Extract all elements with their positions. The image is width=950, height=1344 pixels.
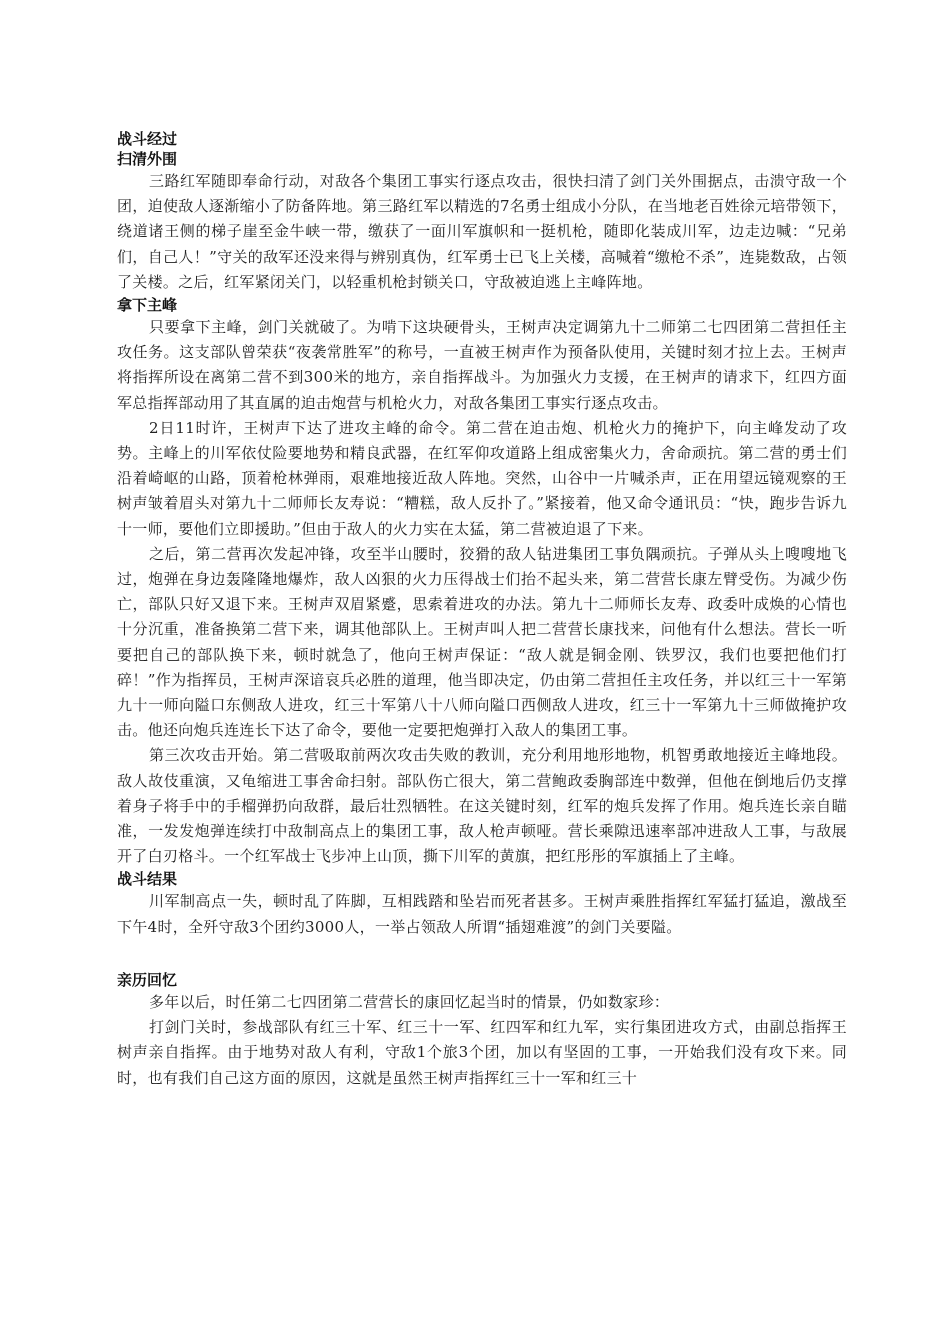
heading-battle-result: 战斗结果 xyxy=(117,870,178,889)
paragraph: 之后，第二营再次发起冲锋，攻至半山腰时，狡猾的敌人钻进集团工事负隅顽抗。子弹从头上嗖嗖地飞过，炮弹在身边轰隆隆地爆炸，敌人凶狠的火力压得战士们抬不起头来，第二营营长康左臂受伤。为减少伤亡，部队只好又退下来。王树声双眉紧蹙，思索着进攻的办法。第九十二师师长友寿、政委叶成焕的心情也十分沉重，准备换第二营下来，调其他部队上。王树声叫人把二营营长康找来，问他有什么想法。营长一听要把自己的部队换下来，顿时就急了，他向王树声保证：“敌人就是铜金刚、铁罗汉，我们也要把他们打碎！”作为指挥员，王树声深谙哀兵必胜的道理，他当即决定，仍由第二营担任主攻任务，并以红三十一军第九十一师向隘口东侧敌人进攻，红三十军第八十八师向隘口西侧敌人进攻，红三十一军第九十三师做掩护攻击。他还向炮兵连连长下达了命令，要他一定要把炮弹打入敌人的集团工事。 xyxy=(117,544,847,740)
paragraph: 三路红军随即奉命行动，对敌各个集团工事实行逐点攻击，很快扫清了剑门关外围据点，击溃守敌一个团，迫使敌人逐渐缩小了防备阵地。第三路红军以精选的7名勇士组成小分队，在当地老百姓徐元培带领下，绕道诸王侧的梯子崖至金牛峡一带，缴获了一面川军旗帜和一挺机枪，随即化装成川军，边走边喊：“兄弟们，自己人！”守关的敌军还没来得与辨别真伪，红军勇士已飞上关楼，高喊着“缴枪不杀”，连毙数敌，占领了关楼。之后，红军紧闭关门，以轻重机枪封锁关口，守敌被迫逃上主峰阵地。 xyxy=(117,172,847,291)
paragraph: 打剑门关时，参战部队有红三十军、红三十一军、红四军和红九军，实行集团进攻方式，由副总指挥王树声亲自指挥。由于地势对敌人有利，守敌1个旅3个团，加以有坚固的工事，一开始我们没有攻下来。同时，也有我们自己这方面的原因，这就是虽然王树声指挥红三十一军和红三十 xyxy=(117,1018,847,1087)
paragraph: 第三次攻击开始。第二营吸取前两次攻击失败的教训，充分利用地形地物，机智勇敢地接近主峰地段。敌人故伎重演，又龟缩进工事舍命扫射。部队伤亡很大，第二营鲍政委胸部连中数弹，但他在倒地后仍支撑着身子将手中的手榴弹扔向敌群，最后壮烈牺牲。在这关键时刻，红军的炮兵发挥了作用。炮兵连长亲自瞄准，一发发炮弹连续打中敌制高点上的集团工事，敌人枪声顿哑。营长乘隙迅速率部冲进敌人工事，与敌展开了白刃格斗。一个红军战士飞步冲上山顶，撕下川军的黄旗，把红彤彤的军旗插上了主峰。 xyxy=(117,746,847,866)
heading-take-main-peak: 拿下主峰 xyxy=(117,296,178,315)
document-body xyxy=(117,129,847,1091)
heading-clear-perimeter: 扫清外围 xyxy=(117,150,178,168)
paragraph: 川军制高点一失，顿时乱了阵脚，互相践踏和坠岩而死者甚多。王树声乘胜指挥红军猛打猛追，激战至下午4时，全歼守敌3个团约3000人，一举占领敌人所谓“插翅难渡”的剑门关要隘。 xyxy=(117,892,847,936)
paragraph: 2日11时许，王树声下达了进攻主峰的命令。第二营在迫击炮、机枪火力的掩护下，向主峰发动了攻势。主峰上的川军依仗险要地势和精良武器，在红军仰攻道路上组成密集火力，舍命顽抗。第二营的勇士们沿着崎岖的山路，顶着枪林弹雨，艰难地接近敌人阵地。突然，山谷中一片喊杀声，正在用望远镜观察的王树声皱着眉头对第九十二师师长友寿说：“糟糕，敌人反扑了。”紧接着，他又命令通讯员：“快，跑步告诉九十一师，要他们立即援助。”但由于敌人的火力实在太猛，第二营被迫退了下来。 xyxy=(117,418,847,538)
heading-recollection: 亲历回忆 xyxy=(117,970,178,989)
heading-battle-process: 战斗经过 xyxy=(117,130,178,148)
paragraph: 多年以后，时任第二七四团第二营营长的康回忆起当时的情景，仍如数家珍： xyxy=(149,992,670,1011)
paragraph: 只要拿下主峰，剑门关就破了。为啃下这块硬骨头，王树声决定调第九十二师第二七四团第二营担任主攻任务。这支部队曾荣获“夜袭常胜军”的称号，一直被王树声作为预备队使用，关键时刻才拉上去。王树声将指挥所设在离第二营不到300米的地方，亲自指挥战斗。为加强火力支援，在王树声的请求下，红四方面军总指挥部动用了其直属的迫击炮营与机枪火力，对敌各集团工事实行逐点攻击。 xyxy=(117,318,847,412)
